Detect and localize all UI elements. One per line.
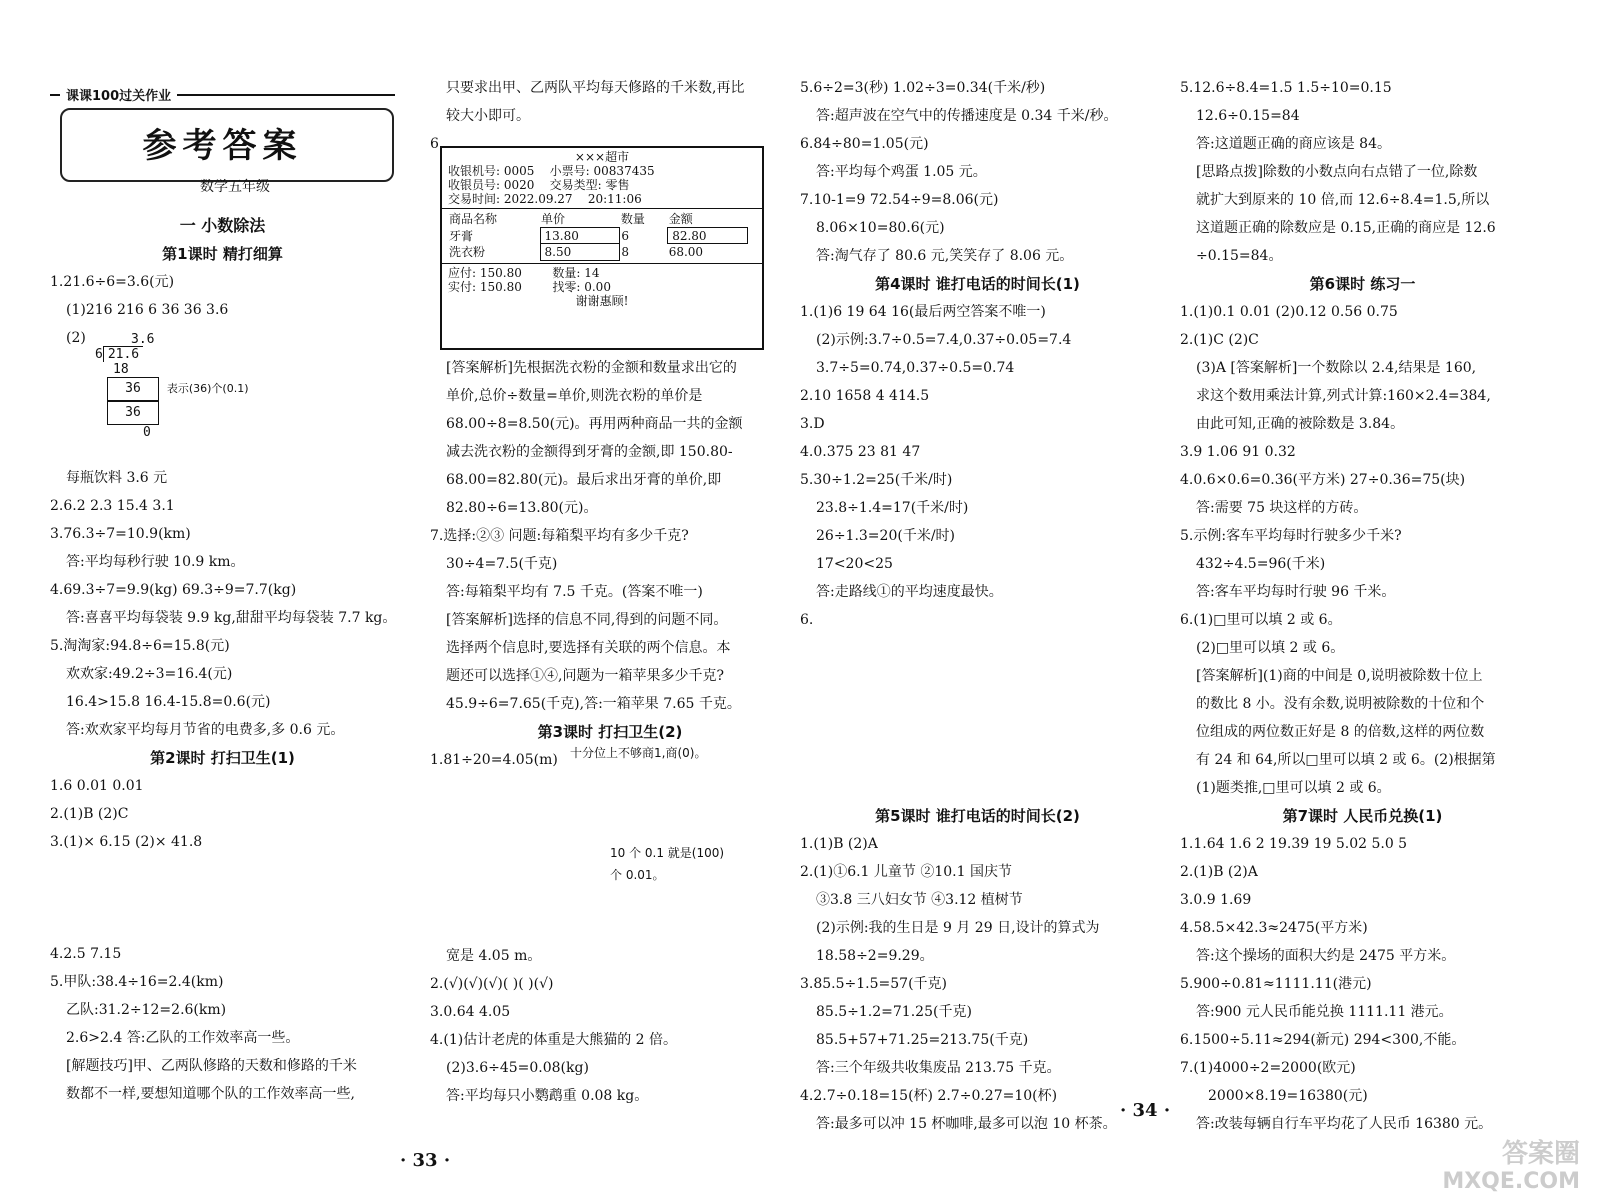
- answer-line: 3.D: [800, 416, 825, 432]
- answer-line: (1)216 216 6 36 36 3.6: [66, 302, 229, 318]
- answer-line: 欢欢家:49.2÷3=16.4(元): [66, 666, 233, 682]
- answer-line: [800, 774, 1155, 802]
- receipt-r1-1: 13.80: [540, 228, 620, 244]
- page-number-right: · 34 ·: [1120, 1100, 1171, 1121]
- subject-label: 数学五年级: [200, 179, 270, 195]
- watermark-url: MXQE.COM: [1442, 1169, 1580, 1194]
- receipt-hdr-1: 单价: [541, 212, 566, 226]
- receipt-r1-0: 牙膏: [449, 228, 474, 243]
- answer-line: [800, 746, 1155, 774]
- receipt-l4a: 应付: 150.80: [448, 265, 522, 280]
- answer-line: 5.6÷2=3(秒) 1.02÷3=0.34(千米/秒): [800, 80, 1046, 96]
- answer-line: [答案解析]选择的信息不同,得到的问题不同。: [446, 612, 728, 628]
- answer-line: 乙队:31.2÷12=2.6(km): [66, 1002, 227, 1018]
- answer-line: 2.(1)B (2)A: [1180, 864, 1258, 880]
- answer-line: (1)题类推,□里可以填 2 或 6。: [1196, 780, 1391, 796]
- div1-row-3: 0: [143, 425, 151, 440]
- answer-line: 答:平均每秒行驶 10.9 km。: [66, 554, 245, 570]
- answer-line: 答:每箱梨平均有 7.5 千克。(答案不唯一): [446, 584, 703, 600]
- answer-line: [50, 912, 395, 940]
- div1-row-0: 18: [113, 362, 129, 377]
- answer-line: 3.85.5÷1.5=57(千克): [800, 976, 947, 992]
- answer-line: (3)A [答案解析]一个数除以 2.4,结果是 160,: [1196, 360, 1477, 376]
- answer-line: 12.6÷0.15=84: [1196, 108, 1300, 124]
- receipt: [440, 146, 764, 350]
- answer-line: 5.900÷0.81≈1111.11(港元): [1180, 976, 1372, 992]
- lesson-heading: 第6课时 练习一: [1309, 275, 1416, 293]
- answer-line: (2)□里可以填 2 或 6。: [1196, 640, 1345, 656]
- answer-line: 4.0.6×0.6=0.36(平方米) 27÷0.36=75(块): [1180, 472, 1466, 488]
- answer-line: [答案解析]先根据洗衣粉的金额和数量求出它的: [446, 360, 737, 376]
- answer-line: 单价,总价÷数量=单价,则洗衣粉的单价是: [446, 388, 703, 404]
- answer-line: 82.80÷6=13.80(元)。: [446, 500, 598, 516]
- answer-line: 2.(√)(√)(√)( )( )(√): [430, 976, 554, 992]
- long-division-3: [440, 744, 780, 882]
- answer-line: [800, 662, 1155, 690]
- answer-line: 18.58÷2=9.29。: [816, 948, 934, 964]
- answer-line: 5.30÷1.2=25(千米/时): [800, 472, 953, 488]
- answer-line: [答案解析](1)商的中间是 0,说明被除数十位上: [1196, 668, 1483, 684]
- answer-line: 6.(1)□里可以填 2 或 6。: [1180, 612, 1342, 628]
- answer-line: 85.5+57+71.25=213.75(千克): [816, 1032, 1029, 1048]
- answer-line: 85.5÷1.2=71.25(千克): [816, 1004, 972, 1020]
- answer-line: [50, 436, 395, 464]
- div1-note: 表示(36)个(0.1): [166, 382, 249, 395]
- answer-line: 答:900 元人民币能兑换 1111.11 港元。: [1196, 1004, 1453, 1020]
- answer-header: [50, 89, 395, 186]
- answer-line: 答:需要 75 块这样的方砖。: [1196, 500, 1368, 516]
- answer-line: 答:这个操场的面积大约是 2475 平方米。: [1196, 948, 1456, 964]
- answer-line: 4.0.375 23 81 47: [800, 444, 921, 460]
- receipt-l5a: 实付: 150.80: [448, 279, 522, 294]
- receipt-l3b: 20:11:06: [587, 192, 642, 206]
- answer-line: 每瓶饮料 3.6 元: [66, 470, 168, 486]
- page-number-left: · 33 ·: [400, 1150, 451, 1171]
- answer-line: 位组成的两位数正好是 8 的倍数,这样的两位数: [1196, 724, 1485, 740]
- lesson-heading: 第2课时 打扫卫生(1): [150, 749, 295, 767]
- receipt-hdr-3: 金额: [668, 212, 693, 226]
- answer-line: 4.58.5×42.3≈2475(平方米): [1180, 920, 1368, 936]
- answer-line: 2000×8.19=16380(元): [1208, 1088, 1368, 1104]
- receipt-hdr-0: 商品名称: [449, 212, 498, 227]
- lesson-heading: 第3课时 打扫卫生(2): [537, 723, 683, 741]
- receipt-r2-0: 洗衣粉: [449, 244, 486, 259]
- answer-line: 3.0.9 1.69: [1180, 892, 1252, 908]
- answer-line: 5.示例:客车平均每时行驶多少千米?: [1180, 528, 1402, 544]
- answer-line: 选择两个信息时,要选择有关联的两个信息。本: [446, 640, 731, 656]
- answer-line: 答:淘气存了 80.6 元,笑笑存了 8.06 元。: [816, 248, 1074, 264]
- answer-line: [思路点拨]除数的小数点向右点错了一位,除数: [1196, 164, 1478, 180]
- answer-line: [430, 914, 790, 942]
- answer-line: 1.(1)B (2)A: [800, 836, 878, 852]
- div1-dividend: 21.6: [103, 346, 143, 362]
- answer-line: 1.1.64 1.6 2 19.39 19 5.02 5.0 5: [1180, 836, 1408, 852]
- answer-line: 答:平均每个鸡蛋 1.05 元。: [816, 164, 987, 180]
- answer-line: (2): [66, 330, 86, 346]
- answer-line: 4.69.3÷7=9.9(kg) 69.3÷9=7.7(kg): [50, 582, 297, 598]
- answer-line: 1.81÷20=4.05(m): [430, 752, 558, 768]
- answer-line: 432÷4.5=96(千米): [1196, 556, 1326, 572]
- answer-line: 题还可以选择①④,问题为一箱苹果多少千克?: [446, 668, 724, 684]
- receipt-r2-3: 68.00: [668, 245, 704, 259]
- answer-line: 这道题正确的除数应是 0.15,正确的商应是 12.6: [1196, 220, 1496, 236]
- receipt-l3a: 交易时间: 2022.09.27: [448, 192, 573, 206]
- receipt-r1-2: 6: [621, 228, 629, 243]
- answer-line: 2.(1)C (2)C: [1180, 332, 1259, 348]
- div1-divisor: 6: [95, 347, 103, 362]
- page-title: 参考答案: [142, 126, 303, 166]
- answer-line: 3.(1)× 6.15 (2)× 41.8: [50, 834, 203, 850]
- answer-line: (2)示例:我的生日是 9 月 29 日,设计的算式为: [816, 920, 1100, 936]
- div1-quotient: 3.6: [131, 332, 155, 347]
- answer-line: 2.6.2 2.3 15.4 3.1: [50, 498, 175, 514]
- answer-line: 6.84÷80=1.05(元): [800, 136, 929, 152]
- receipt-l5b: 找零: 0.00: [552, 279, 611, 294]
- receipt-r1-3: 82.80: [668, 228, 748, 244]
- answer-line: ÷0.15=84。: [1196, 248, 1283, 264]
- answer-line: 16.4>15.8 16.4-15.8=0.6(元): [66, 694, 271, 710]
- receipt-l2a: 收银员号: 0020: [448, 178, 535, 192]
- answer-line: [430, 774, 790, 802]
- answer-line: 6.: [800, 612, 814, 628]
- answer-line: 68.00÷8=8.50(元)。再用两种商品一共的金额: [446, 416, 743, 432]
- answer-line: 有 24 和 64,所以□里可以填 2 或 6。(2)根据第: [1196, 752, 1496, 768]
- div1-row-2: 36: [107, 401, 159, 425]
- answer-line: 3.76.3÷7=10.9(km): [50, 526, 191, 542]
- answer-line: 答:超声波在空气中的传播速度是 0.34 千米/秒。: [816, 108, 1118, 124]
- answer-line: 答:走路线①的平均速度最快。: [816, 584, 1003, 600]
- answer-line: 减去洗衣粉的金额得到牙膏的金额,即 150.80-: [446, 444, 733, 460]
- answer-line: 1.(1)0.1 0.01 (2)0.12 0.56 0.75: [1180, 304, 1398, 320]
- answer-line: 答:喜喜平均每袋装 9.9 kg,甜甜平均每袋装 7.7 kg。: [66, 610, 397, 626]
- answer-line: 答:客车平均每时行驶 96 千米。: [1196, 584, 1396, 600]
- answer-line: 8.06×10=80.6(元): [816, 220, 945, 236]
- answer-line: 68.00=82.80(元)。最后求出牙膏的单价,即: [446, 472, 722, 488]
- answer-line: 6.1500÷5.11≈294(新元) 294<300,不能。: [1180, 1032, 1466, 1048]
- answer-line: 4.2.5 7.15: [50, 946, 122, 962]
- div3-note2: 10 个 0.1 就是(100): [610, 846, 725, 860]
- answer-line: 1.21.6÷6=3.6(元): [50, 274, 175, 290]
- receipt-l2b: 交易类型: 零售: [549, 178, 630, 192]
- answer-line: [800, 718, 1155, 746]
- column-4: [1180, 74, 1545, 1138]
- answer-line: 5.甲队:38.4÷16=2.4(km): [50, 974, 224, 990]
- answer-line: 23.8÷1.4=17(千米/时): [816, 500, 969, 516]
- answer-line: (2)示例:3.7÷0.5=7.4,0.37÷0.05=7.4: [816, 332, 1072, 348]
- answer-line: 答:改装每辆自行车平均花了人民币 16380 元。: [1196, 1116, 1493, 1132]
- answer-line: 5.12.6÷8.4=1.5 1.5÷10=0.15: [1180, 80, 1392, 96]
- col4-lines: [1180, 74, 1545, 1138]
- receipt-store: ×××超市: [574, 150, 630, 164]
- answer-line: 7.选择:②③ 问题:每箱梨平均有多少千克?: [430, 528, 689, 544]
- answer-line: 答:欢欢家平均每月节省的电费多,多 0.6 元。: [66, 722, 345, 738]
- answer-line: 答:这道题正确的商应该是 84。: [1196, 136, 1391, 152]
- series-name: 课课100过关作业: [60, 85, 177, 104]
- answer-line: ③3.8 三八妇女节 ④3.12 植树节: [816, 892, 1023, 908]
- answer-line: 只要求出甲、乙两队平均每天修路的千米数,再比: [446, 80, 745, 96]
- unit-title: 一 小数除法: [179, 216, 266, 235]
- answer-line: 2.10 1658 4 414.5: [800, 388, 930, 404]
- answer-line: [430, 802, 790, 830]
- answer-line: 答:最多可以冲 15 杯咖啡,最多可以泡 10 杯茶。: [816, 1116, 1117, 1132]
- answer-line: [50, 856, 395, 884]
- answer-line: [800, 690, 1155, 718]
- answer-line: 17<20<25: [816, 556, 893, 572]
- col3-lines: [800, 74, 1155, 1138]
- watermark-logo: 答案圈: [1501, 1139, 1580, 1169]
- receipt-hdr-2: 数量: [620, 212, 645, 227]
- div3-note3: 个 0.01。: [610, 868, 665, 882]
- lesson-heading: 第7课时 人民币兑换(1): [1282, 807, 1443, 825]
- lesson-heading: 第4课时 谁打电话的时间长(1): [875, 275, 1080, 293]
- answer-line: 26÷1.3=20(千米/时): [816, 528, 955, 544]
- answer-line: 6.: [430, 136, 444, 152]
- answer-line: [430, 886, 790, 914]
- answer-line: 30÷4=7.5(千克): [446, 556, 558, 572]
- answer-line: 求这个数用乘法计算,列式计算:160×2.4=384,: [1196, 388, 1491, 404]
- answer-line: 宽是 4.05 m。: [446, 948, 542, 964]
- lesson-heading: 第1课时 精打细算: [162, 245, 283, 263]
- answer-line: 就扩大到原来的 10 倍,而 12.6÷8.4=1.5,所以: [1196, 192, 1490, 208]
- answer-line: [800, 634, 1155, 662]
- receipt-l4b: 数量: 14: [552, 265, 600, 280]
- answer-line: 2.(1)①6.1 儿童节 ②10.1 国庆节: [800, 864, 1012, 880]
- answer-line: (2)3.6÷45=0.08(kg): [446, 1060, 589, 1076]
- answer-line: 答:三个年级共收集废品 213.75 千克。: [816, 1060, 1061, 1076]
- answer-line: 数都不一样,要想知道哪个队的工作效率高一些,: [66, 1086, 355, 1102]
- receipt-l1a: 收银机号: 0005: [448, 164, 535, 178]
- answer-line: [50, 884, 395, 912]
- div3-note1: 十分位上不够商1,商(0)。: [570, 746, 707, 760]
- receipt-l1b: 小票号: 00837435: [549, 164, 655, 178]
- answer-line: 4.(1)估计老虎的体重是大熊猫的 2 倍。: [430, 1032, 677, 1048]
- answer-line: 3.7÷5=0.74,0.37÷0.5=0.74: [816, 360, 1015, 376]
- header-bar: [50, 89, 395, 104]
- receipt-r2-2: 8: [621, 244, 629, 259]
- div1-row-1: 36: [107, 377, 159, 401]
- answer-line: 由此可知,正确的被除数是 3.84。: [1196, 416, 1405, 432]
- answer-line: 3.0.64 4.05: [430, 1004, 511, 1020]
- answer-line: 5.淘淘家:94.8÷6=15.8(元): [50, 638, 230, 654]
- answer-line: 1.(1)6 19 64 16(最后两空答案不唯一): [800, 304, 1046, 320]
- answer-line: 1.6 0.01 0.01: [50, 778, 144, 794]
- answer-line: 较大小即可。: [446, 108, 530, 124]
- answer-line: 答:平均每只小鹦鹉重 0.08 kg。: [446, 1088, 649, 1104]
- receipt-table: [448, 211, 748, 261]
- answer-line: 3.9 1.06 91 0.32: [1180, 444, 1296, 460]
- receipt-thanks: 谢谢惠顾!: [575, 293, 629, 308]
- answer-line: [解题技巧]甲、乙两队修路的天数和修路的千米: [66, 1058, 357, 1074]
- answer-line: 45.9÷6=7.65(千克),答:一箱苹果 7.65 千克。: [446, 696, 741, 712]
- answer-line: 的数比 8 小。没有余数,说明被除数的十位和个: [1196, 696, 1485, 712]
- answer-line: 7.(1)4000÷2=2000(欧元): [1180, 1060, 1356, 1076]
- receipt-r2-1: 8.50: [540, 244, 620, 261]
- column-3: [800, 74, 1155, 1138]
- long-division-1: [95, 332, 249, 440]
- lesson-heading: 第5课时 谁打电话的时间长(2): [875, 807, 1080, 825]
- answer-line: 2.6>2.4 答:乙队的工作效率高一些。: [66, 1030, 300, 1046]
- answer-line: 2.(1)B (2)C: [50, 806, 129, 822]
- answer-line: 4.2.7÷0.18=15(杯) 2.7÷0.27=10(杯): [800, 1088, 1058, 1104]
- answer-line: 7.10-1=9 72.54÷9=8.06(元): [800, 192, 999, 208]
